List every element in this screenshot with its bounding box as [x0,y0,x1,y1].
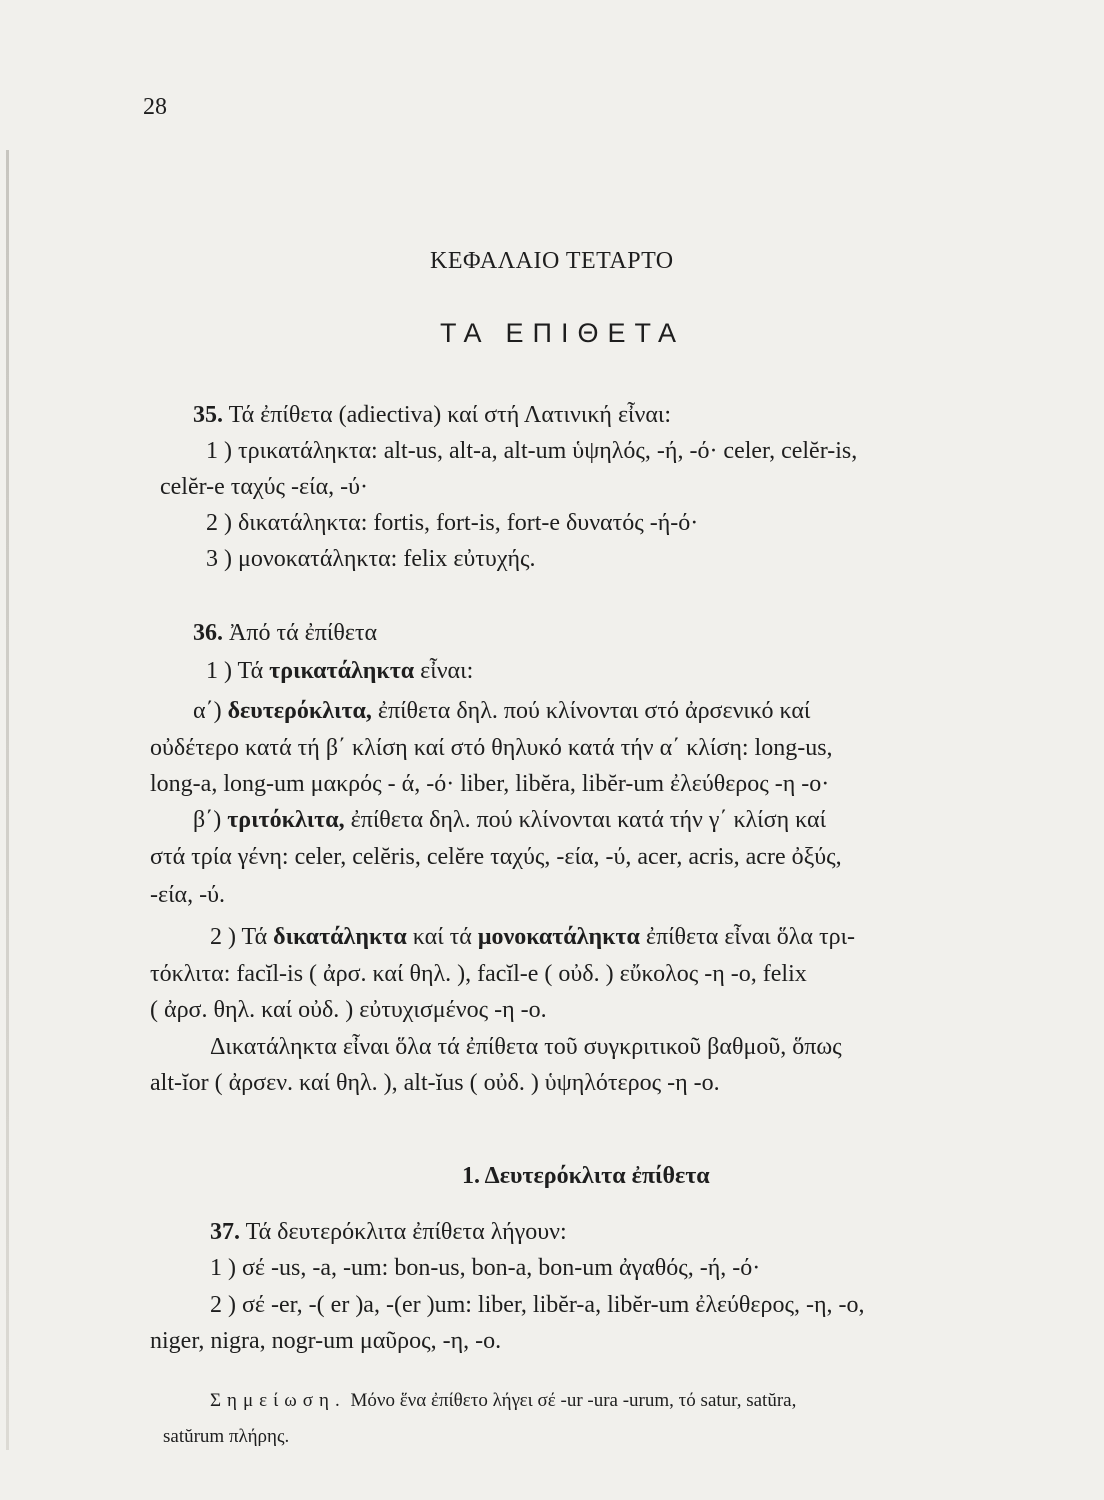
section-number: 35. [193,402,223,428]
section-36-point-2: 2 ) Τά δικατάληκτα καί τά μονοκατάληκτα ἐπίθετα εἶναι ὅλα τρι- [210,924,856,950]
section-37-line-2: 2 ) σέ -er, -( er )a, -(er )um: liber, libĕr-a, libĕr-um ἐλεύθερος, -η, -ο, [210,1292,865,1318]
section-35-line-3: 2 ) δικατάληκτα: fortis, fort-is, fort-e δυνατός -ή-ό· [206,510,699,536]
page-edge [6,150,9,1450]
section-35-line-1: 1 ) τρικατάληκτα: alt-us, alt-a, alt-um ὑψηλός, -ή, -ό· celer, celĕr-is, [206,438,858,464]
section-36-b-line-3: -εία, -ύ. [150,882,225,908]
chapter-heading: ΚΕΦΑΛΑΙΟ ΤΕΤΑΡΤΟ [430,248,674,274]
section-37-line-3: niger, nigra, nogr-um μαῦρος, -η, -ο. [150,1328,502,1354]
section-36-paragraph-3-line-2: alt-ĭor ( ἀρσεν. καί θηλ. ), alt-ĭus ( οὐδ. ) ὑψηλότερος -η -ο. [150,1070,720,1096]
section-36-a-line-2: οὐδέτερο κατά τή β΄ κλίση καί στό θηλυκό κατά τήν α΄ κλίση: long-us, [150,735,833,761]
note-line-1: Σημείωση. Μόνο ἕνα ἐπίθετο λήγει σέ -ur -ura -urum, τό satur, satŭra, [210,1390,797,1411]
section-36-point-1: 1 ) Τά τρικατάληκτα εἶναι: [206,658,474,684]
page-title: ΤΑ ΕΠΙΘΕΤΑ [440,318,686,348]
section-37-line-1: 1 ) σέ -us, -a, -um: bon-us, bon-a, bon-um ἀγαθός, -ή, -ό· [210,1255,761,1281]
section-36-a-line-3: long-a, long-um μακρός - ά, -ό· liber, libĕra, libĕr-um ἐλεύθερος -η -ο· [150,771,830,797]
section-36-b-line-2: στά τρία γένη: celer, celĕris, celĕre ταχύς, -εία, -ύ, acer, acris, acre ὀξύς, [150,844,842,870]
section-35-intro: 35. Τά ἐπίθετα (adiectiva) καί στή Λατινική εἶναι: [193,402,672,428]
section-35-line-2: celĕr-e ταχύς -εία, -ύ· [160,474,369,500]
subheading: 1. Δευτερόκλιτα ἐπίθετα [462,1163,710,1189]
section-37-intro: 37. Τά δευτερόκλιτα ἐπίθετα λήγουν: [210,1219,567,1245]
note-label: Σημείωση. [210,1390,346,1411]
section-number: 36. [193,620,223,646]
section-36-point-2-line-2: τόκλιτα: facĭl-is ( ἀρσ. καί θηλ. ), facĭl-e ( οὐδ. ) εὔκολος -η -ο, felix [150,961,807,987]
section-number: 37. [210,1219,240,1245]
note-line-2: satŭrum πλήρης. [163,1426,290,1447]
section-36-b-line-1: β΄) τριτόκλιτα, ἐπίθετα δηλ. πού κλίνονται κατά τήν γ΄ κλίση καί [193,807,827,833]
page-number: 28 [143,94,167,120]
section-35-line-4: 3 ) μονοκατάληκτα: felix εὐτυχής. [206,546,536,572]
section-36-a-line-1: α΄) δευτερόκλιτα, ἐπίθετα δηλ. πού κλίνονται στό ἀρσενικό καί [193,698,811,724]
section-36-paragraph-3-line-1: Δικατάληκτα εἶναι ὅλα τά ἐπίθετα τοῦ συγκριτικοῦ βαθμοῦ, ὅπως [210,1034,842,1060]
section-36-intro: 36. Ἀπό τά ἐπίθετα [193,620,378,646]
section-36-point-2-line-3: ( ἀρσ. θηλ. καί οὐδ. ) εὐτυχισμένος -η -ο. [150,997,547,1023]
